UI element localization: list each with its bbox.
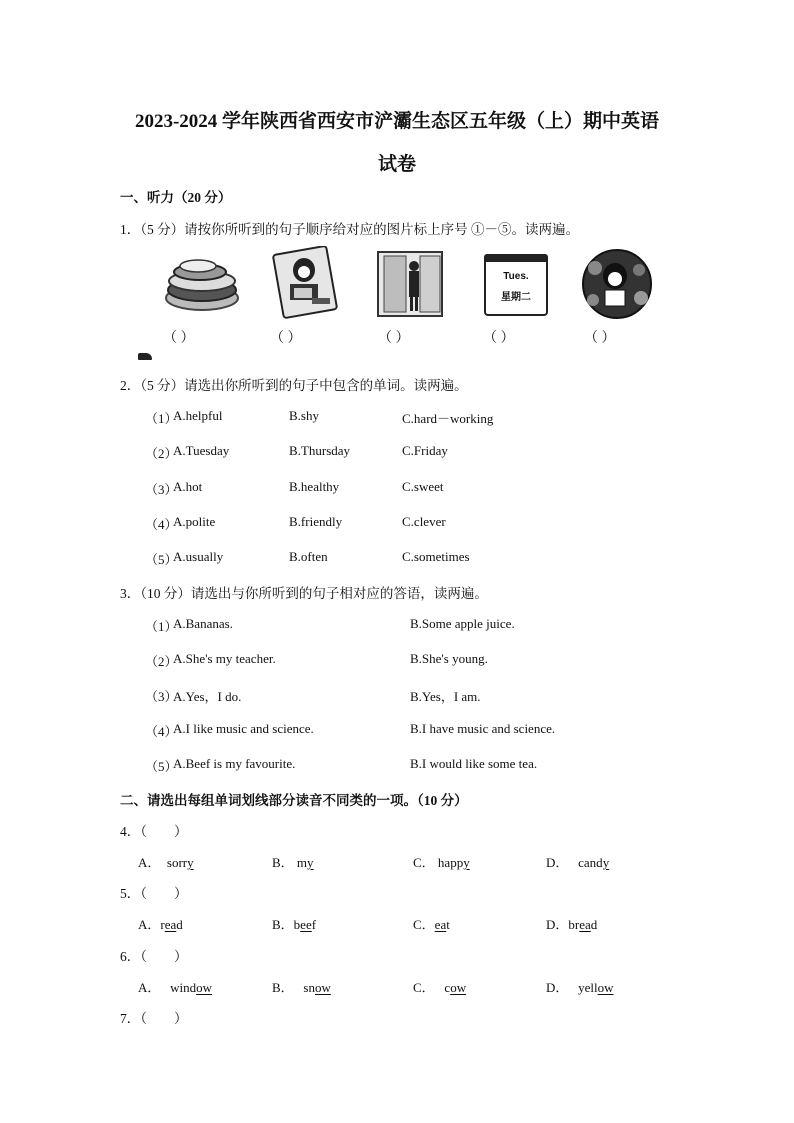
q6-option-d[interactable]: [546, 977, 614, 996]
q3-row5-a[interactable]: A.Beef is my favourite.: [173, 756, 296, 771]
q4-option-b[interactable]: [272, 852, 314, 871]
q2-prompt: 2．（5 分）请选出你所听到的句子中包含的单词。读两遍。: [120, 378, 468, 393]
q3-row2-a[interactable]: A.She's my teacher.: [173, 651, 276, 666]
q3-row2-b[interactable]: B.She's young.: [410, 651, 488, 666]
calendar-day-cn: 星期二: [501, 292, 531, 303]
q3-prompt: 3．（10 分）请选出与你所听到的句子相对应的答语，读两遍。: [120, 586, 488, 601]
word-underlined: ow: [597, 980, 614, 995]
sandwich-icon: [162, 252, 242, 314]
option-label: B．: [272, 980, 294, 995]
word-underlined: ea: [434, 917, 447, 932]
q6-option-c[interactable]: [413, 977, 466, 996]
word-pre: r: [160, 917, 165, 932]
q3-row1-b[interactable]: B.Some apple juice.: [410, 616, 515, 631]
q2-row4-c[interactable]: C.clever: [402, 514, 446, 529]
q3-row4-a[interactable]: A.I like music and science.: [173, 721, 314, 736]
girl-reading-icon: [272, 246, 338, 320]
word-post: d: [176, 917, 183, 932]
word-pre: happ: [437, 855, 464, 870]
person-at-door-icon: [376, 248, 444, 320]
q4-option-a[interactable]: [138, 852, 194, 871]
q2-row4-a[interactable]: A.polite: [173, 514, 216, 529]
q5-option-b[interactable]: [272, 914, 316, 933]
word-pre: c: [444, 980, 451, 995]
word-underlined: ow: [196, 980, 213, 995]
q2-row1-num: （1）: [145, 411, 178, 426]
q2-row5-a[interactable]: A.usually: [173, 549, 224, 564]
q2-row2-num: （2）: [145, 446, 178, 461]
word-pre: sn: [303, 980, 315, 995]
word-underlined: ea: [164, 917, 177, 932]
q5-option-a[interactable]: [138, 914, 183, 933]
word-pre: wind: [170, 980, 197, 995]
word-pre: m: [296, 855, 308, 870]
q1-answer-paren-5[interactable]: （ ）: [584, 331, 616, 346]
q2-row3-c[interactable]: C.sweet: [402, 479, 444, 494]
section2-heading: 二、请选出每组单词划线部分读音不同类的一项。（10 分）: [120, 793, 468, 808]
word-pre: cand: [578, 855, 603, 870]
q1-answer-paren-4[interactable]: （ ）: [483, 331, 515, 346]
q2-row3-num: （3）: [145, 482, 178, 497]
q2-row4-num: （4）: [145, 517, 178, 532]
q2-row1-a[interactable]: A.helpful: [173, 408, 223, 423]
q1-answer-paren-1[interactable]: （ ）: [163, 331, 195, 346]
q3-row1-a[interactable]: A.Bananas.: [173, 616, 233, 631]
option-label: D．: [546, 855, 569, 870]
q3-row1-num: （1）: [145, 619, 178, 634]
word-underlined: y: [187, 855, 194, 870]
q1-answer-paren-2[interactable]: （ ）: [270, 331, 302, 346]
option-label: D．: [546, 917, 569, 932]
word-underlined: ow: [450, 980, 467, 995]
shoe-mark: [138, 353, 152, 360]
word-underlined: ea: [579, 917, 591, 932]
q5-option-c[interactable]: [413, 914, 450, 933]
q6-number[interactable]: 6．（ ）: [120, 949, 188, 964]
exam-title-line2: 试卷: [377, 154, 416, 175]
q2-row2-b[interactable]: B.Thursday: [289, 443, 351, 458]
option-label: B．: [272, 855, 294, 870]
calendar-day-en: Tues.: [503, 271, 529, 282]
word-pre: b: [293, 917, 301, 932]
q3-row4-b[interactable]: B.I have music and science.: [410, 721, 556, 736]
word-underlined: y: [602, 855, 610, 870]
option-label: A．: [138, 980, 161, 995]
q3-row4-num: （4）: [145, 724, 178, 739]
option-label: C．: [413, 855, 435, 870]
word-post: t: [446, 917, 450, 932]
q3-row3-b[interactable]: B.Yes，I am.: [410, 689, 481, 704]
option-label: B．: [272, 917, 294, 932]
q2-row3-a[interactable]: A.hot: [173, 479, 203, 494]
option-label: C．: [413, 980, 435, 995]
exam-title-line1: 2023-2024 学年陕西省西安市浐灞生态区五年级（上）期中英语: [134, 111, 660, 132]
word-pre: br: [568, 917, 580, 932]
calendar-binding: [484, 254, 548, 262]
word-pre: yell: [578, 980, 598, 995]
option-label: C．: [413, 917, 435, 932]
option-label: A．: [138, 855, 161, 870]
q4-option-d[interactable]: [546, 852, 609, 871]
q2-row5-num: （5）: [145, 552, 178, 567]
q4-number[interactable]: 4．（ ）: [120, 824, 188, 839]
q6-option-a[interactable]: [138, 977, 212, 996]
q2-row1-c[interactable]: C.hard－working: [402, 411, 494, 426]
q2-row1-b[interactable]: B.shy: [289, 408, 319, 423]
q2-row5-c[interactable]: C.sometimes: [402, 549, 470, 564]
girl-in-circle-icon: [577, 248, 657, 320]
q5-number[interactable]: 5．（ ）: [120, 886, 188, 901]
q3-row2-num: （2）: [145, 654, 178, 669]
option-label: A．: [138, 917, 161, 932]
q3-row3-num: （3）: [145, 689, 178, 704]
q2-row2-a[interactable]: A.Tuesday: [173, 443, 230, 458]
q4-option-c[interactable]: [413, 852, 470, 871]
word-underlined: ee: [300, 917, 312, 932]
word-post: f: [311, 917, 317, 932]
section1-heading: 一、听力（20 分）: [120, 190, 232, 205]
q7-number[interactable]: 7．（ ）: [120, 1011, 188, 1026]
q2-row3-b[interactable]: B.healthy: [289, 479, 340, 494]
word-underlined: y: [307, 855, 314, 870]
q1-prompt: 1．（5 分）请按你所听到的句子顺序给对应的图片标上序号 ①－⑤。读两遍。: [120, 222, 579, 237]
q3-row5-num: （5）: [145, 759, 178, 774]
q6-option-b[interactable]: [272, 977, 331, 996]
word-post: d: [590, 917, 598, 932]
q2-row2-c[interactable]: C.Friday: [402, 443, 448, 458]
word-underlined: ow: [314, 980, 331, 995]
q1-answer-paren-3[interactable]: （ ）: [378, 331, 410, 346]
q2-row5-b[interactable]: B.often: [289, 549, 328, 564]
word-underlined: y: [463, 855, 470, 870]
calendar-icon: [484, 254, 548, 316]
q3-row5-b[interactable]: B.I would like some tea.: [410, 756, 538, 771]
q2-row4-b[interactable]: B.friendly: [289, 514, 343, 529]
option-label: D．: [546, 980, 569, 995]
word-pre: sorr: [166, 855, 188, 870]
q5-option-d[interactable]: [546, 914, 597, 933]
q3-row3-a[interactable]: A.Yes，I do.: [173, 689, 242, 704]
